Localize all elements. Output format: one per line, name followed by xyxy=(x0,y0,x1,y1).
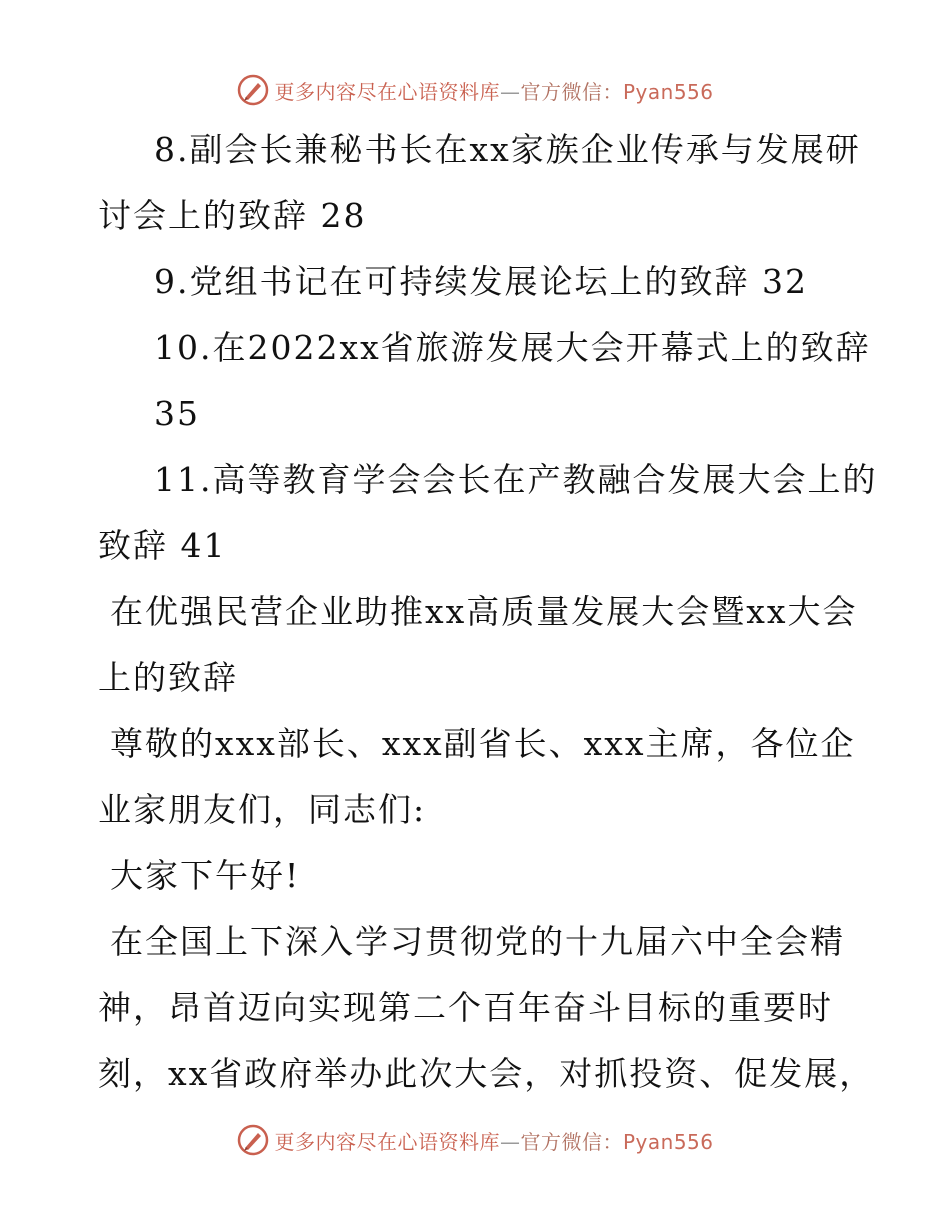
salutation-cont: 业家朋友们，同志们: xyxy=(98,790,427,829)
watermark-text: 更多内容尽在心语资料库—官方微信：Pyan556 xyxy=(274,1129,714,1154)
toc-entry-8: 8.副会长兼秘书长在xx家族企业传承与发展研 xyxy=(154,130,861,169)
salutation: 尊敬的xxx部长、xxx副省长、xxx主席，各位企 xyxy=(110,724,856,763)
pen-logo-icon xyxy=(236,73,270,107)
speech-title-cont: 上的致辞 xyxy=(98,658,238,697)
watermark-footer xyxy=(0,1120,950,1160)
paragraph-line: 在全国上下深入学习贯彻党的十九届六中全会精 xyxy=(110,922,845,961)
toc-entry-11-cont: 致辞 41 xyxy=(98,526,227,565)
paragraph-line: 神，昂首迈向实现第二个百年奋斗目标的重要时 xyxy=(98,988,833,1027)
pen-logo-icon xyxy=(236,1123,270,1157)
watermark-header xyxy=(0,70,950,110)
paragraph-line: 刻，xx省政府举办此次大会，对抓投资、促发展， xyxy=(98,1054,875,1093)
toc-entry-8-cont: 讨会上的致辞 28 xyxy=(98,196,367,235)
toc-entry-10-cont: 35 xyxy=(154,394,200,433)
speech-title: 在优强民营企业助推xx高质量发展大会暨xx大会 xyxy=(110,592,858,631)
watermark-text: 更多内容尽在心语资料库—官方微信：Pyan556 xyxy=(274,79,714,104)
greeting: 大家下午好! xyxy=(110,856,301,895)
toc-entry-9: 9.党组书记在可持续发展论坛上的致辞 32 xyxy=(154,262,808,301)
toc-entry-11: 11.高等教育学会会长在产教融合发展大会上的 xyxy=(154,460,878,499)
document-body xyxy=(98,117,878,1107)
toc-entry-10: 10.在2022xx省旅游发展大会开幕式上的致辞 xyxy=(154,328,871,367)
